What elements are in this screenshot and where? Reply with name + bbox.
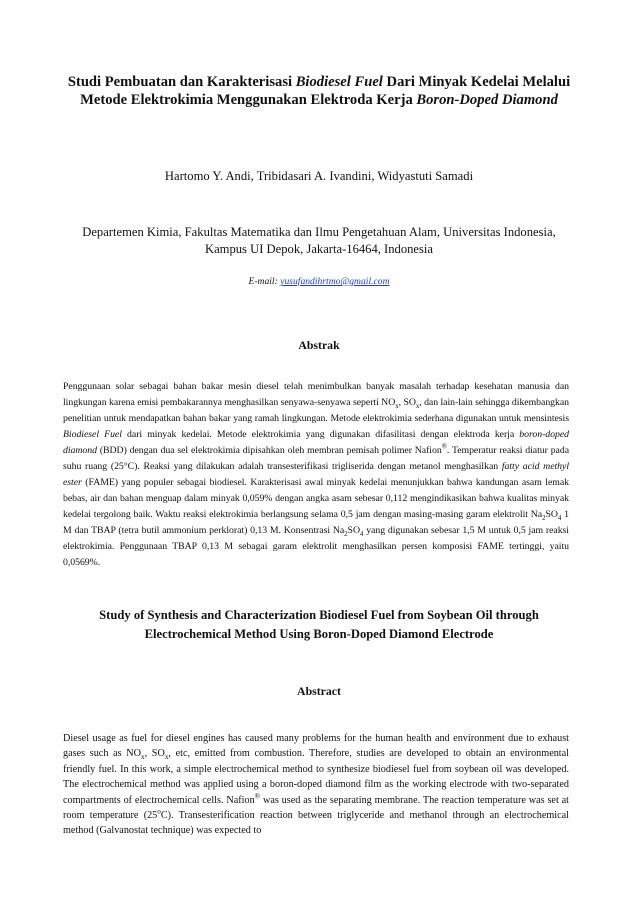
title-text: Dari Minyak Kedelai Melalui Metode Elektrokimia Menggunakan Elektroda Kerja <box>80 74 571 108</box>
abstract-paragraph: Diesel usage as fuel for diesel engines has caused many problems for the human health and environment due to exhaust gases such as $NO_x$, $SO_x$, etc, emitted from combustion. Therefore, studies are developed to obtain an environmental friendly fuel. In this work, a simple electrochemical method to synthesize biodiesel fuel from soybean oil was developed. The electrochemical method was applied using a boron-doped diamond film as the working electrode with two-separated compartments of electrochemical cells. Nafion® was used as the separating membrane. The reaction temperature was set at room temperature (25$^o$C). Transesterification reaction between triglyceride and methanol through an electrochemical method (Galvanostat technique) was expected to <box>63 733 569 837</box>
email-link[interactable]: yusufandihrtmo@gmail.com <box>280 276 390 287</box>
email-line <box>60 276 578 288</box>
email-label: E-mail: <box>248 276 281 287</box>
english-title: Study of Synthesis and Characterization Biodiesel Fuel from Soybean Oil through Electrochemical Method Using Boron-Doped Diamond Electrode <box>99 608 539 641</box>
abstrak-paragraph: Penggunaan solar sebagai bahan bakar mesin diesel telah menimbulkan banyak masalah terhadap kesehatan manusia dan lingkungan karena emisi pembakarannya menghasilkan senyawa-senyawa seperti $NO_x$, $SO_x$, dan lain-lain sehingga dikembangkan penelitian untuk mendapatkan bahan bakar yang ramah lingkungan. Metode elektrokimia sederhana digunakan untuk mensintesis Biodiesel Fuel dari minyak kedelai. Metode elektrokimia yang digunakan difasilitasi dengan elektroda kerja boron-doped diamond (BDD) dengan dua sel elektrokimia dipisahkan oleh membran pemisah polimer Nafion®. Temperatur reaksi diatur pada suhu ruang (25°C). Reaksi yang dilakukan adalah transesterifikasi trigliserida dengan metanol menghasilkan fatty acid methyl ester (FAME) yang populer sebagai biodiesel. Karakterisasi awal minyak kedelai menunjukkan bahwa kandungan asam lemak bebas, air dan bahan menguap dalam minyak 0,059% dengan angka asam sebesar 0,112 mengindikasikan bahwa kualitas minyak kedelai tergolong baik. Waktu reaksi elektrokimia berlangsung selama 0,5 jam dengan masing-masing garam elektrolit $Na_2SO_4$ 1 M dan TBAP (tetra butil ammonium perklorat) 0,13 M. Konsentrasi $Na_2SO_4$ yang digunakan sebesar 1,5 M untuk 0,5 jam reaksi elektrokimia. Penggunaan TBAP 0,13 M sebagai garam elektrolit menghasilkan persen komposisi FAME tertinggi, yaitu 0,0569%. <box>63 381 570 568</box>
title-italic-text: Biodiesel Fuel <box>295 74 383 90</box>
affiliation <box>60 224 578 258</box>
abstrak-heading: Abstrak <box>298 338 340 352</box>
author-list: Hartomo Y. Andi, Tribidasari A. Ivandini, Widyastuti Samadi <box>164 169 474 183</box>
title-italic-text: Boron-Doped Diamond <box>416 92 558 108</box>
abstract-heading: Abstract <box>297 684 341 698</box>
paper-title <box>60 73 578 109</box>
abstract-body <box>63 731 569 839</box>
affiliation-line: Departemen Kimia, Fakultas Matematika dan Ilmu Pengetahuan Alam, Universitas Indonesia, <box>82 225 556 239</box>
title-text: Studi Pembuatan dan Karakterisasi <box>67 74 296 90</box>
abstrak-body <box>63 379 569 571</box>
affiliation-line: Kampus UI Depok, Jakarta-16464, Indonesia <box>204 242 434 256</box>
